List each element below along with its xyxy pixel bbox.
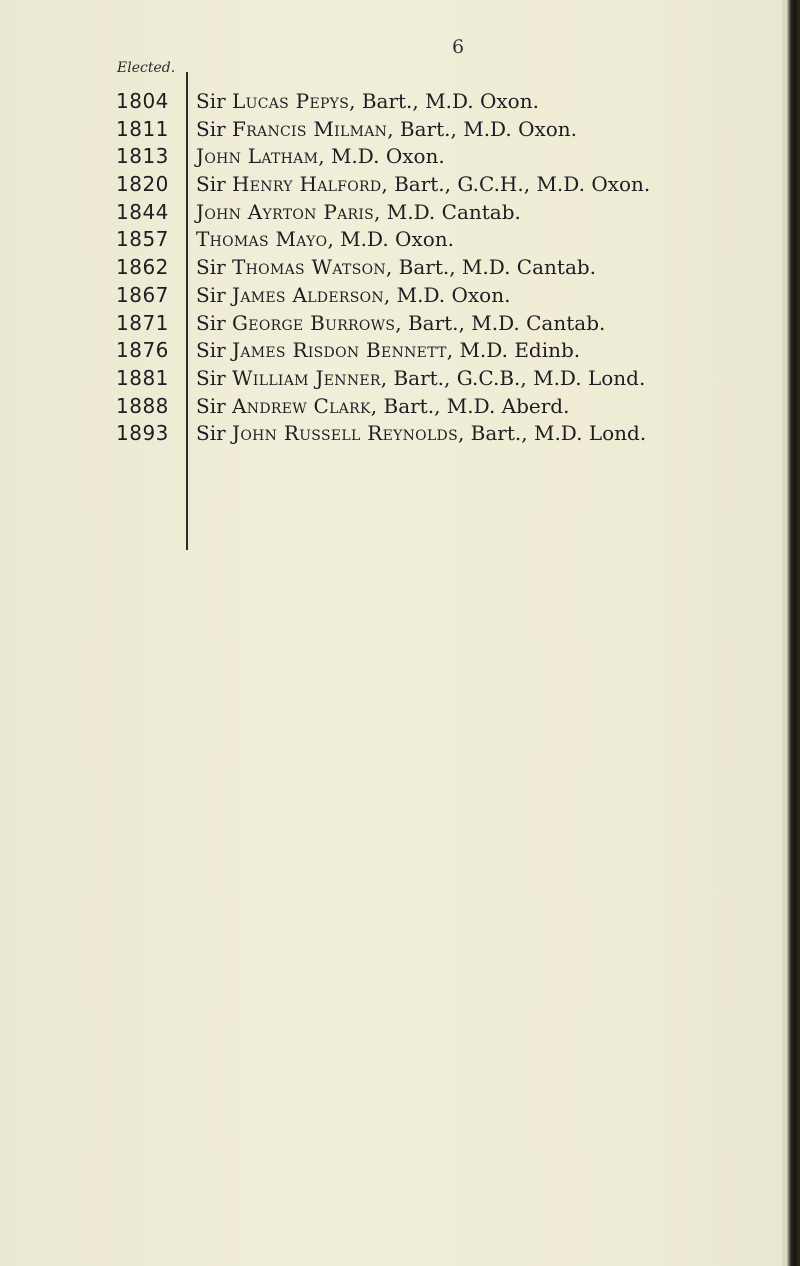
name-suffix: , Bart., G.C.H., M.D. Oxon. — [381, 172, 651, 197]
president-name — [196, 393, 569, 419]
name-prefix: Sir — [196, 116, 226, 141]
list-item — [0, 393, 800, 421]
year-elected: 1876 — [116, 338, 169, 363]
name-prefix: Sir — [196, 255, 226, 280]
page-number: 6 — [452, 36, 465, 58]
president-name — [196, 337, 580, 363]
elected-column-header: Elected. — [117, 60, 176, 76]
year-elected: 1857 — [116, 227, 169, 252]
presidents-list — [0, 88, 800, 448]
name-prefix: Sir — [196, 393, 226, 418]
list-item — [0, 282, 800, 310]
name-main: George Burrows — [232, 310, 396, 335]
year-elected: 1871 — [116, 310, 169, 335]
name-prefix: Sir — [196, 172, 226, 197]
name-suffix: , Bart., M.D. Cantab. — [385, 255, 597, 280]
year-elected: 1844 — [116, 199, 169, 224]
name-prefix: Sir — [196, 282, 226, 307]
president-name — [196, 420, 646, 446]
president-name — [196, 226, 454, 252]
name-main: Henry Halford — [232, 172, 382, 197]
president-name — [196, 310, 605, 336]
name-suffix: , Bart., M.D. Aberd. — [370, 393, 570, 418]
year-elected: 1888 — [116, 393, 169, 418]
president-name — [196, 88, 539, 114]
name-prefix: Sir — [196, 338, 226, 363]
list-item — [0, 310, 800, 338]
president-name — [196, 171, 650, 197]
year-elected: 1820 — [116, 172, 169, 197]
name-suffix: , Bart., M.D. Oxon. — [387, 116, 578, 141]
list-item — [0, 171, 800, 199]
name-suffix: , M.D. Oxon. — [318, 144, 445, 169]
name-main: John Russell Reynolds — [232, 421, 458, 446]
name-suffix: , Bart., M.D. Oxon. — [349, 89, 539, 113]
name-suffix: , M.D. Oxon. — [383, 282, 511, 307]
list-item — [0, 226, 800, 254]
president-name — [196, 199, 521, 225]
list-item — [0, 88, 800, 116]
year-elected: 1813 — [116, 144, 169, 169]
list-item — [0, 254, 800, 282]
name-prefix: Sir — [196, 89, 226, 113]
name-main: James Risdon Bennett — [232, 338, 447, 363]
president-name — [196, 254, 596, 280]
president-name — [196, 365, 645, 391]
name-main: Andrew Clark — [232, 393, 371, 418]
list-item — [0, 420, 800, 448]
name-suffix: , M.D. Oxon. — [327, 227, 455, 252]
name-main: William Jenner — [232, 365, 381, 390]
year-elected: 1881 — [116, 365, 169, 390]
name-suffix: , Bart., M.D. Cantab. — [395, 310, 606, 335]
name-suffix: , M.D. Edinb. — [446, 338, 581, 363]
name-suffix: , Bart., M.D. Lond. — [457, 421, 647, 446]
president-name — [196, 282, 510, 308]
list-item — [0, 337, 800, 365]
president-name — [196, 143, 445, 169]
name-prefix: Sir — [196, 421, 226, 446]
list-item — [0, 365, 800, 393]
name-main: Thomas Watson — [232, 255, 386, 280]
list-item — [0, 143, 800, 171]
year-elected: 1804 — [116, 89, 169, 113]
year-elected: 1893 — [116, 421, 169, 446]
year-elected: 1811 — [116, 116, 169, 141]
list-item — [0, 116, 800, 144]
name-main: John Ayrton Paris — [196, 199, 375, 224]
name-suffix: , M.D. Cantab. — [374, 199, 521, 224]
name-main: James Alderson — [232, 282, 384, 307]
year-elected: 1867 — [116, 282, 169, 307]
name-main: Francis Milman — [232, 116, 388, 141]
name-suffix: , Bart., G.C.B., M.D. Lond. — [380, 365, 646, 390]
name-main: John Latham — [196, 144, 319, 169]
year-elected: 1862 — [116, 255, 169, 280]
name-prefix: Sir — [196, 310, 226, 335]
name-prefix: Sir — [196, 365, 226, 390]
president-name — [196, 116, 577, 142]
name-main: Lucas Pepys — [232, 89, 350, 113]
list-item — [0, 199, 800, 227]
name-main: Thomas Mayo — [196, 227, 328, 252]
